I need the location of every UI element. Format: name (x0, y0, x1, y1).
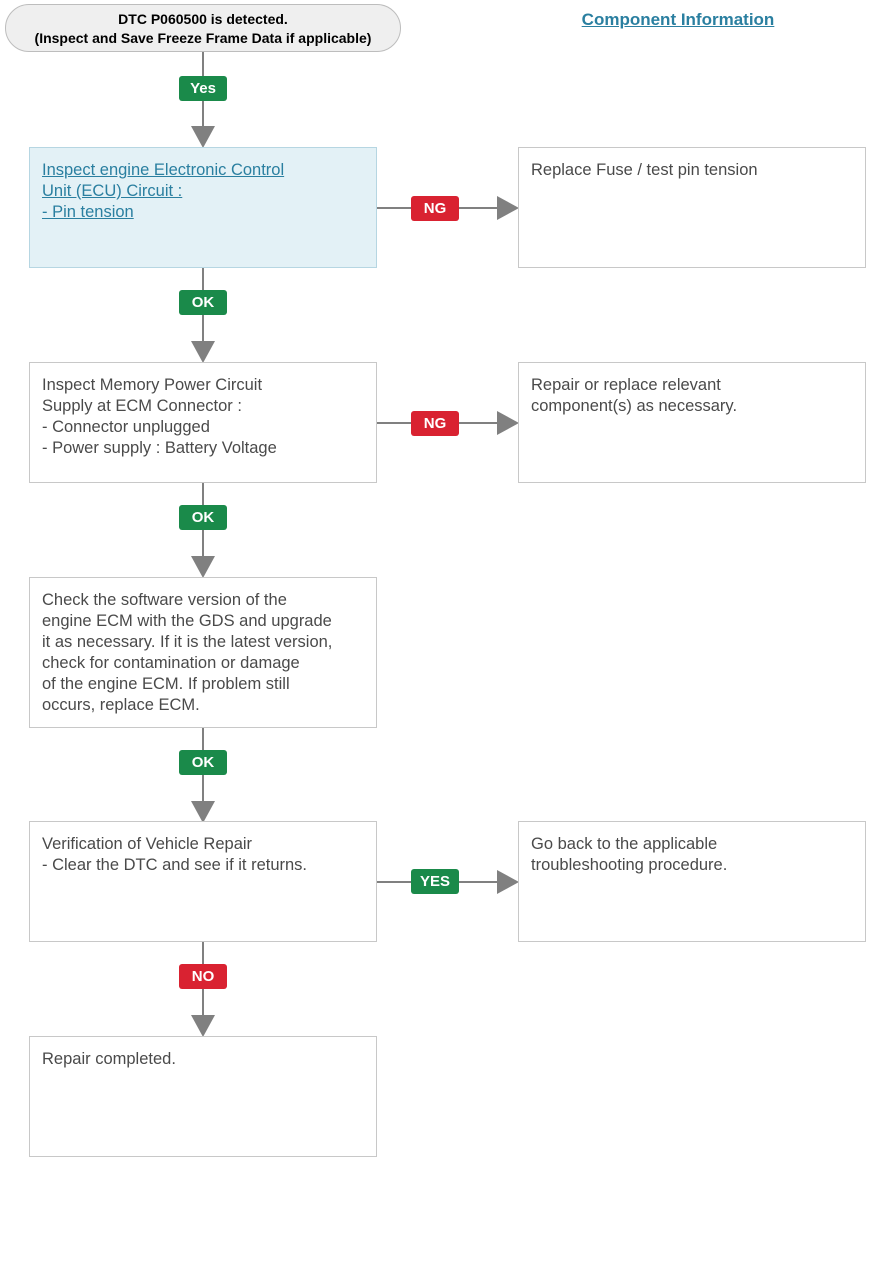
badge-yes: Yes (179, 76, 227, 101)
step-line[interactable]: Unit (ECU) Circuit : (42, 182, 183, 200)
arrow-down-icon (191, 556, 215, 578)
badge-yes: YES (411, 869, 459, 894)
step-inspect-memory-power (29, 362, 377, 483)
step-repair-completed (29, 1036, 377, 1157)
side-go-back (518, 821, 866, 942)
step-line: engine ECM with the GDS and upgrade (42, 612, 332, 630)
step-check-software (29, 577, 377, 728)
step-line[interactable]: Inspect engine Electronic Control (42, 161, 285, 179)
step-line: - Connector unplugged (42, 418, 210, 436)
badge-no: NO (179, 964, 227, 989)
badge-ng: NG (411, 196, 459, 221)
step-verification (29, 821, 377, 942)
arrow-down-icon (191, 801, 215, 823)
side-line: Replace Fuse / test pin tension (531, 161, 758, 179)
arrow-down-icon (191, 1015, 215, 1037)
step-line: Inspect Memory Power Circuit (42, 376, 263, 394)
step-line: check for contamination or damage (42, 654, 300, 672)
side-repair-replace (518, 362, 866, 483)
step-line: Verification of Vehicle Repair (42, 835, 253, 853)
side-replace-fuse (518, 147, 866, 268)
arrow-down-icon (191, 341, 215, 363)
step-line: occurs, replace ECM. (42, 696, 200, 714)
arrow-right-icon (497, 870, 519, 894)
arrow-right-icon (497, 411, 519, 435)
step-line[interactable]: - Pin tension (42, 203, 134, 221)
arrow-down-icon (191, 126, 215, 148)
step-line: it as necessary. If it is the latest version, (42, 633, 333, 651)
component-information-link[interactable]: Component Information (581, 10, 775, 29)
side-line: troubleshooting procedure. (531, 856, 728, 874)
arrow-right-icon (497, 196, 519, 220)
badge-ok: OK (179, 505, 227, 530)
badge-ok: OK (179, 750, 227, 775)
start-title: DTC P060500 is detected. (118, 11, 288, 27)
step-line: of the engine ECM. If problem still (42, 675, 290, 693)
start-node (5, 4, 401, 52)
step-line: Repair completed. (42, 1050, 176, 1068)
side-line: Go back to the applicable (531, 835, 718, 853)
start-subtitle: (Inspect and Save Freeze Frame Data if applicable) (34, 30, 372, 46)
step-line: Supply at ECM Connector : (42, 397, 242, 415)
step-line: - Clear the DTC and see if it returns. (42, 856, 308, 874)
step-line: - Power supply : Battery Voltage (42, 439, 277, 457)
step-inspect-ecu-circuit[interactable] (29, 147, 377, 268)
badge-ok: OK (179, 290, 227, 315)
side-line: Repair or replace relevant (531, 376, 721, 394)
badge-ng: NG (411, 411, 459, 436)
side-line: component(s) as necessary. (531, 397, 738, 415)
step-line: Check the software version of the (42, 591, 287, 609)
